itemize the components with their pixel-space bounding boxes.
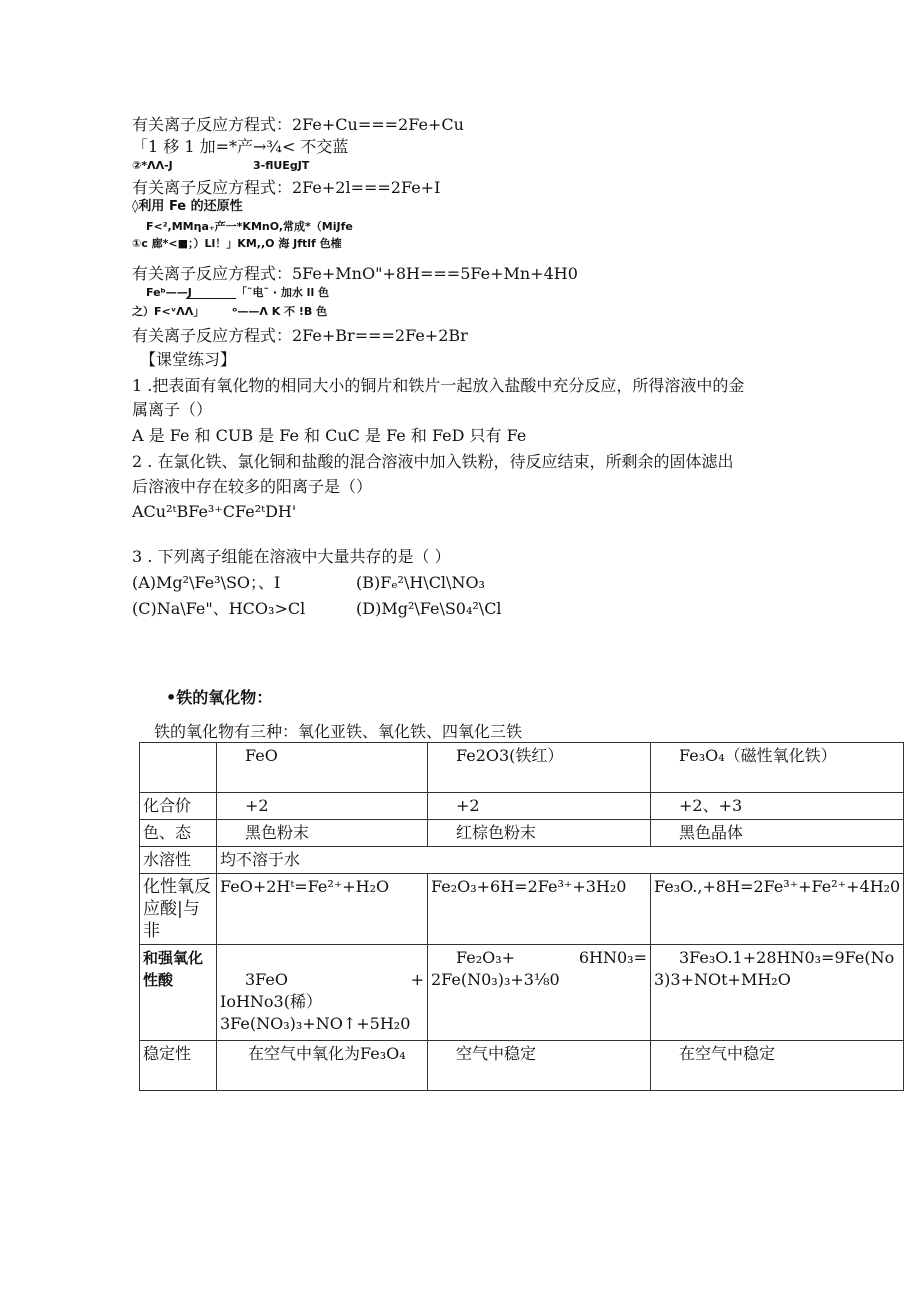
question-2-text-cont: 后溶液中存在较多的阳离子是（）: [132, 477, 373, 496]
table-cell: [428, 945, 651, 1041]
table-cell: 化合价: [140, 793, 217, 820]
table-cell: 稳定性: [140, 1041, 217, 1091]
table-cell: [217, 945, 428, 1041]
exercise-heading: 【课堂练习】: [140, 350, 237, 369]
cell-text: +: [410, 970, 424, 989]
garbled-line-9b: 「˜电˜ · 加水 ll 色: [236, 286, 330, 299]
question-1-text-cont: 属离子（）: [132, 400, 213, 419]
table-row: [140, 793, 904, 820]
garbled-line-10b: ᵒ——Λ K 不 !B 色: [232, 305, 328, 318]
cell-text: 在空气中氧化为Fe₃O₄: [248, 1044, 406, 1063]
table-cell: +2、+3: [651, 793, 904, 820]
table-header-fe2o3: Fe2O3(铁红）: [428, 743, 651, 793]
table-row: [140, 847, 904, 874]
table-cell: [140, 743, 217, 793]
table-cell: [651, 945, 904, 1041]
fe-reducibility-heading: ◊利用 Fe 的还原性: [132, 199, 243, 214]
question-3-option-b: (B)Fₑ²\H\Cl\NO₃: [356, 573, 485, 592]
question-1-options: A 是 Fe 和 CUB 是 Fe 和 CuC 是 Fe 和 FeD 只有 Fe: [132, 426, 527, 445]
iron-oxides-intro: 铁的氧化物有三种：氧化亚铁、氧化铁、四氧化三铁: [154, 722, 523, 741]
cell-text: 6HN0₃=: [578, 948, 647, 967]
table-row: [140, 1041, 904, 1091]
cell-text: IoHNo3(稀）: [220, 992, 322, 1011]
table-cell: 水溶性: [140, 847, 217, 874]
cell-text: 2Fe(N0₃)₃+3⅛0: [431, 970, 560, 989]
garbled-line-3a: ②*ΛΛ-J: [132, 159, 173, 172]
table-cell: 在空气中稳定: [651, 1041, 904, 1091]
question-2-text: 2 . 在氯化铁、氯化铜和盐酸的混合溶液中加入铁粉，待反应结束，所剩余的固体滤出: [132, 452, 734, 471]
cell-line: [431, 947, 647, 969]
table-cell: FeO+2Hᵗ=Fe²⁺+H₂O: [217, 874, 428, 945]
table-row: [140, 820, 904, 847]
question-2-options: ACu²ᵗBFe³⁺CFe²ᵗDH': [132, 502, 297, 521]
table-cell: [217, 1041, 428, 1091]
table-header-fe3o4: Fe₃O₄（磁性氧化铁）: [651, 743, 904, 793]
table-cell: Fe₂O₃+6H=2Fe³⁺+3H₂0: [428, 874, 651, 945]
table-row: [140, 874, 904, 945]
table-cell: 黑色晶体: [651, 820, 904, 847]
table-cell: Fe₃O.,+8H=2Fe³⁺+Fe²⁺+4H₂0: [651, 874, 904, 945]
question-3-option-c: (C)Na\Fe"、HCO₃>Cl: [132, 599, 306, 618]
question-3-option-a: (A)Mg²\Fe³\SO；、I: [132, 573, 281, 592]
garbled-line-10a: 之）F<ᵛΛΛ」: [132, 305, 205, 318]
ionic-equation-4: 有关离子反应方程式：2Fe+Br===2Fe+2Br: [132, 326, 468, 345]
ionic-equation-1: 有关离子反应方程式：2Fe+Cu===2Fe+Cu: [132, 115, 464, 134]
garbled-line-9a: Feᵇ——J: [146, 286, 192, 299]
cell-text: 3Fe(NO₃)₃+NO↑+5H₂0: [220, 1014, 411, 1033]
table-cell: 和强氧化性酸: [140, 945, 217, 1041]
table-cell: 均不溶于水: [217, 847, 904, 874]
table-cell: 化性氧反应酸|与非: [140, 874, 217, 945]
section-title-iron-oxides: •铁的氧化物：: [166, 688, 273, 707]
iron-oxides-table: [139, 742, 904, 1091]
question-1-text: 1 .把表面有氧化物的相同大小的铜片和铁片一起放入盐酸中充分反应，所得溶液中的金: [132, 376, 745, 395]
garbled-line-7: ①c 廊*<■；）Ll！」KM,,O 海 Jftlf 色榷: [132, 237, 342, 250]
cell-text: 3Fe₃O.1+28HN0₃=9Fe(No3)3+NOt+MH₂O: [654, 948, 895, 989]
table-header-feo: FeO: [217, 743, 428, 793]
garbled-line-6: F<²,MMηa₊产一*KMnO,常成*（MiJfe: [146, 220, 353, 233]
question-3-text: 3 . 下列离子组能在溶液中大量共存的是（ ）: [132, 547, 451, 566]
garbled-line-2: 「1 移 1 加=*产→¾< 不交蓝: [132, 137, 349, 156]
cell-text: 3FeO: [245, 970, 288, 989]
garbled-line-3b: 3-flUEgJT: [253, 159, 310, 172]
table-cell: 红棕色粉末: [428, 820, 651, 847]
question-3-option-d: (D)Mg²\Fe\S0₄²\Cl: [356, 599, 502, 618]
table-row: [140, 945, 904, 1041]
ionic-equation-2: 有关离子反应方程式：2Fe+2l===2Fe+I: [132, 178, 441, 197]
table-cell: 黑色粉末: [217, 820, 428, 847]
ionic-equation-3: 有关离子反应方程式：5Fe+MnO"+8H===5Fe+Mn+4H0: [132, 264, 578, 283]
table-row: [140, 743, 904, 793]
cell-text: Fe₂O₃+: [456, 948, 516, 967]
table-cell: +2: [217, 793, 428, 820]
cell-line: [220, 969, 424, 991]
table-cell: 色、态: [140, 820, 217, 847]
table-cell: +2: [428, 793, 651, 820]
table-cell: 空气中稳定: [428, 1041, 651, 1091]
